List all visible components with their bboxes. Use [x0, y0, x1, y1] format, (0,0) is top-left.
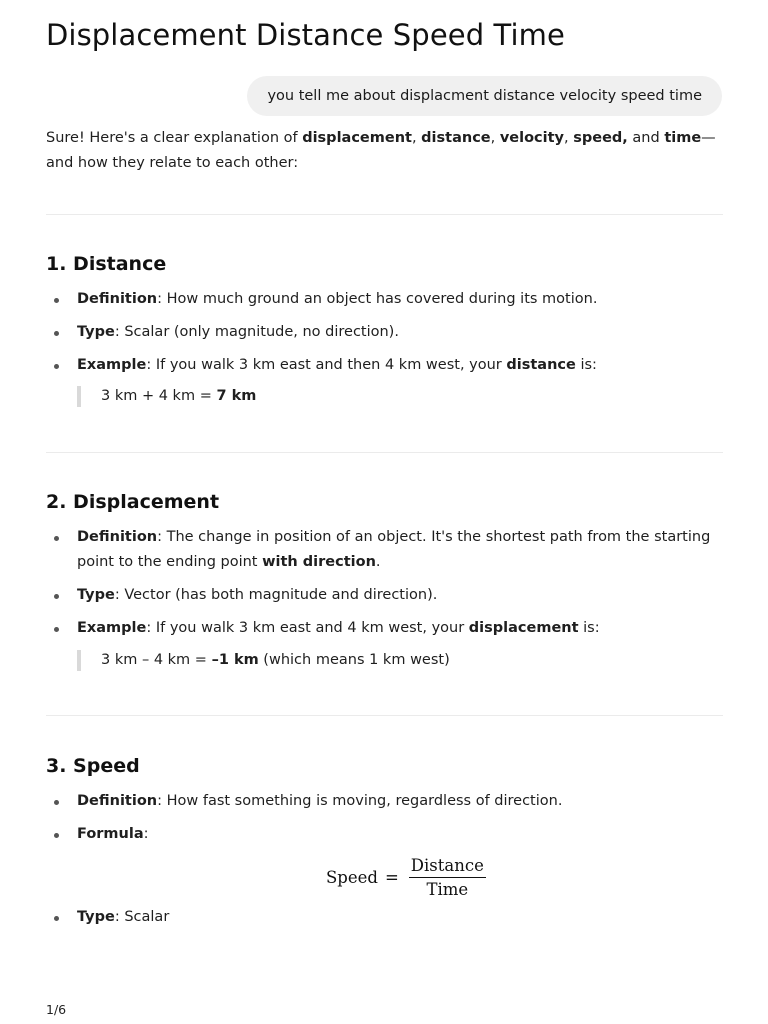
bullet-dot: [54, 331, 59, 336]
bullet-dot: [54, 833, 59, 838]
bullet-text: : Scalar: [114, 909, 170, 925]
bullet-label: Formula: [77, 826, 144, 842]
bullet-text: : Scalar (only magnitude, no direction).: [114, 324, 399, 340]
bullet-dot: [54, 627, 59, 632]
speed-bullet-list: [46, 789, 726, 855]
bullet-text: :: [143, 826, 149, 842]
assistant-intro: [46, 126, 726, 176]
bullet-text: .: [375, 554, 381, 570]
bullet-label: Definition: [77, 529, 158, 545]
page-title: Displacement Distance Speed Time: [46, 18, 565, 52]
quote-bold: 7 km: [216, 388, 257, 404]
bullet-bold: displacement: [468, 620, 579, 636]
bullet-dot: [54, 536, 59, 541]
bullet-bold: with direction: [262, 554, 376, 570]
bullet-text: : If you walk 3 km east and 4 km west, your: [146, 620, 469, 636]
quote-text: (which means 1 km west): [258, 652, 450, 668]
bullet-label: Type: [77, 324, 115, 340]
quote-text: 3 km – 4 km =: [101, 652, 212, 668]
displacement-definition-item: [46, 525, 726, 575]
bullet-text: : Vector (has both magnitude and direction).: [114, 587, 438, 603]
bullet-label: Example: [77, 620, 147, 636]
bullet-label: Definition: [77, 291, 158, 307]
formula-numerator: Distance: [410, 856, 484, 875]
user-message-bubble: [247, 76, 722, 116]
displacement-type-item: [46, 583, 726, 608]
intro-bold-time: time: [664, 130, 702, 146]
distance-example-quote: [77, 386, 256, 407]
speed-type-list: [46, 905, 726, 938]
displacement-bullet-list: [46, 525, 726, 649]
section-divider: [46, 452, 723, 453]
bullet-label: Type: [77, 909, 115, 925]
distance-definition-item: [46, 287, 726, 312]
intro-text: —and how they relate to each other:: [46, 130, 716, 171]
formula-equals: =: [384, 868, 399, 887]
bullet-label: Example: [77, 357, 147, 373]
section-title-distance: 1. Distance: [46, 253, 167, 275]
bullet-label: Type: [77, 587, 115, 603]
intro-bold-displacement: displacement: [302, 130, 412, 146]
bullet-dot: [54, 594, 59, 599]
user-message-text: you tell me about displacment distance velocity speed time: [267, 88, 702, 104]
page-number: 1/6: [46, 1002, 67, 1017]
bullet-dot: [54, 364, 59, 369]
bullet-bold: distance: [506, 357, 576, 373]
intro-text: ,: [564, 130, 574, 146]
bullet-text: is:: [578, 620, 600, 636]
bullet-text: : The change in position of an object. It's the shortest path from the starting point to the ending point: [77, 529, 711, 570]
formula-lhs: Speed: [326, 868, 378, 887]
distance-example-item: [46, 353, 726, 378]
bullet-dot: [54, 916, 59, 921]
intro-bold-distance: distance: [421, 130, 491, 146]
quote-text: 3 km + 4 km =: [101, 388, 217, 404]
intro-bold-speed: speed,: [573, 130, 628, 146]
intro-text: Sure! Here's a clear explanation of: [46, 130, 303, 146]
bullet-text: : How fast something is moving, regardless of direction.: [157, 793, 563, 809]
distance-bullet-list: [46, 287, 726, 386]
intro-bold-velocity: velocity: [499, 130, 565, 146]
bullet-dot: [54, 298, 59, 303]
quote-bold: –1 km: [211, 652, 259, 668]
distance-type-item: [46, 320, 726, 345]
speed-formula: [326, 856, 486, 899]
intro-text: ,: [411, 130, 422, 146]
displacement-example-quote: [77, 650, 450, 671]
bullet-label: Definition: [77, 793, 158, 809]
intro-text: and: [627, 130, 665, 146]
speed-formula-item: [46, 822, 726, 847]
section-divider: [46, 214, 723, 215]
bullet-dot: [54, 800, 59, 805]
section-title-displacement: 2. Displacement: [46, 491, 220, 513]
speed-type-item: [46, 905, 726, 930]
speed-definition-item: [46, 789, 726, 814]
formula-denominator: Time: [426, 880, 469, 899]
bullet-text: : If you walk 3 km east and then 4 km west, your: [146, 357, 507, 373]
displacement-example-item: [46, 616, 726, 641]
section-divider: [46, 715, 723, 716]
bullet-text: : How much ground an object has covered during its motion.: [157, 291, 598, 307]
bullet-text: is:: [575, 357, 597, 373]
intro-text: ,: [490, 130, 500, 146]
formula-fraction: [409, 856, 486, 899]
section-title-speed: 3. Speed: [46, 755, 140, 777]
